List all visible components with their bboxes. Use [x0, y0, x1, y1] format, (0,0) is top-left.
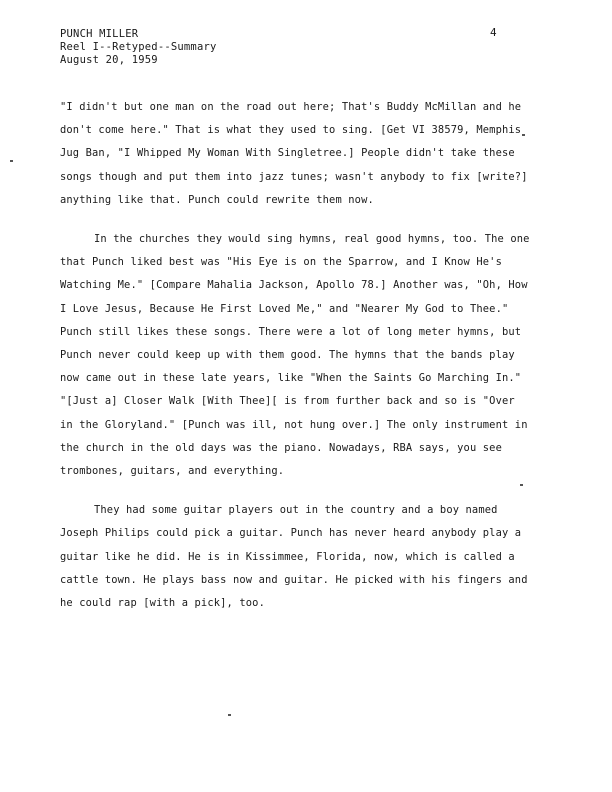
scan-speck [10, 160, 13, 162]
paragraph-3: They had some guitar players out in the country and a boy named Joseph Philips could pick a guitar. Punch has never heard anybody play a guitar like he did. He is in Kissimmee, Florida, now, which is called a cattle town. He plays bass now and guitar. He picked with his fingers and he could rap [with a pick], too. [60, 504, 528, 610]
header-date: August 20, 1959 [60, 54, 158, 66]
document-body [60, 96, 530, 631]
paragraph-2: In the churches they would sing hymns, real good hymns, too. The one that Punch liked best was "His Eye is on the Sparrow, and I Know He's Watching Me." [Compare Mahalia Jackson, Apollo 78.] Another was, "Oh, How I Love Jesus, Because He First Loved Me," and "Nearer My God to Thee." Punch still likes these songs. There were a lot of long meter hymns, but Punch never could keep up with them good. The hymns that the bands play now came out in these late years, like "When the Saints Go Marching In." "[Just a] Closer Walk [With Thee][ is from further back and so is "Over in the Gloryland." [Punch was ill, not hung over.] The only instrument in the church in the old days was the piano. Nowadays, RBA says, you see trombones, guitars, and everything. [60, 233, 530, 478]
header-name: PUNCH MILLER [60, 28, 139, 40]
page-number: 4 [490, 26, 497, 39]
scan-speck [520, 484, 523, 486]
scan-speck [522, 134, 525, 136]
header-reel: Reel I--Retyped--Summary [60, 41, 217, 53]
paragraph-1: "I didn't but one man on the road out here; That's Buddy McMillan and he don't come here." That is what they used to sing. [Get VI 38579, Memphis Jug Ban, "I Whipped My Woman With Singletree.] People didn't take these songs though and put them into jazz tunes; wasn't anybody to fix [write?] anything like that. Punch could rewrite them now. [60, 101, 528, 206]
document-header [60, 28, 217, 67]
scan-speck [228, 714, 231, 716]
